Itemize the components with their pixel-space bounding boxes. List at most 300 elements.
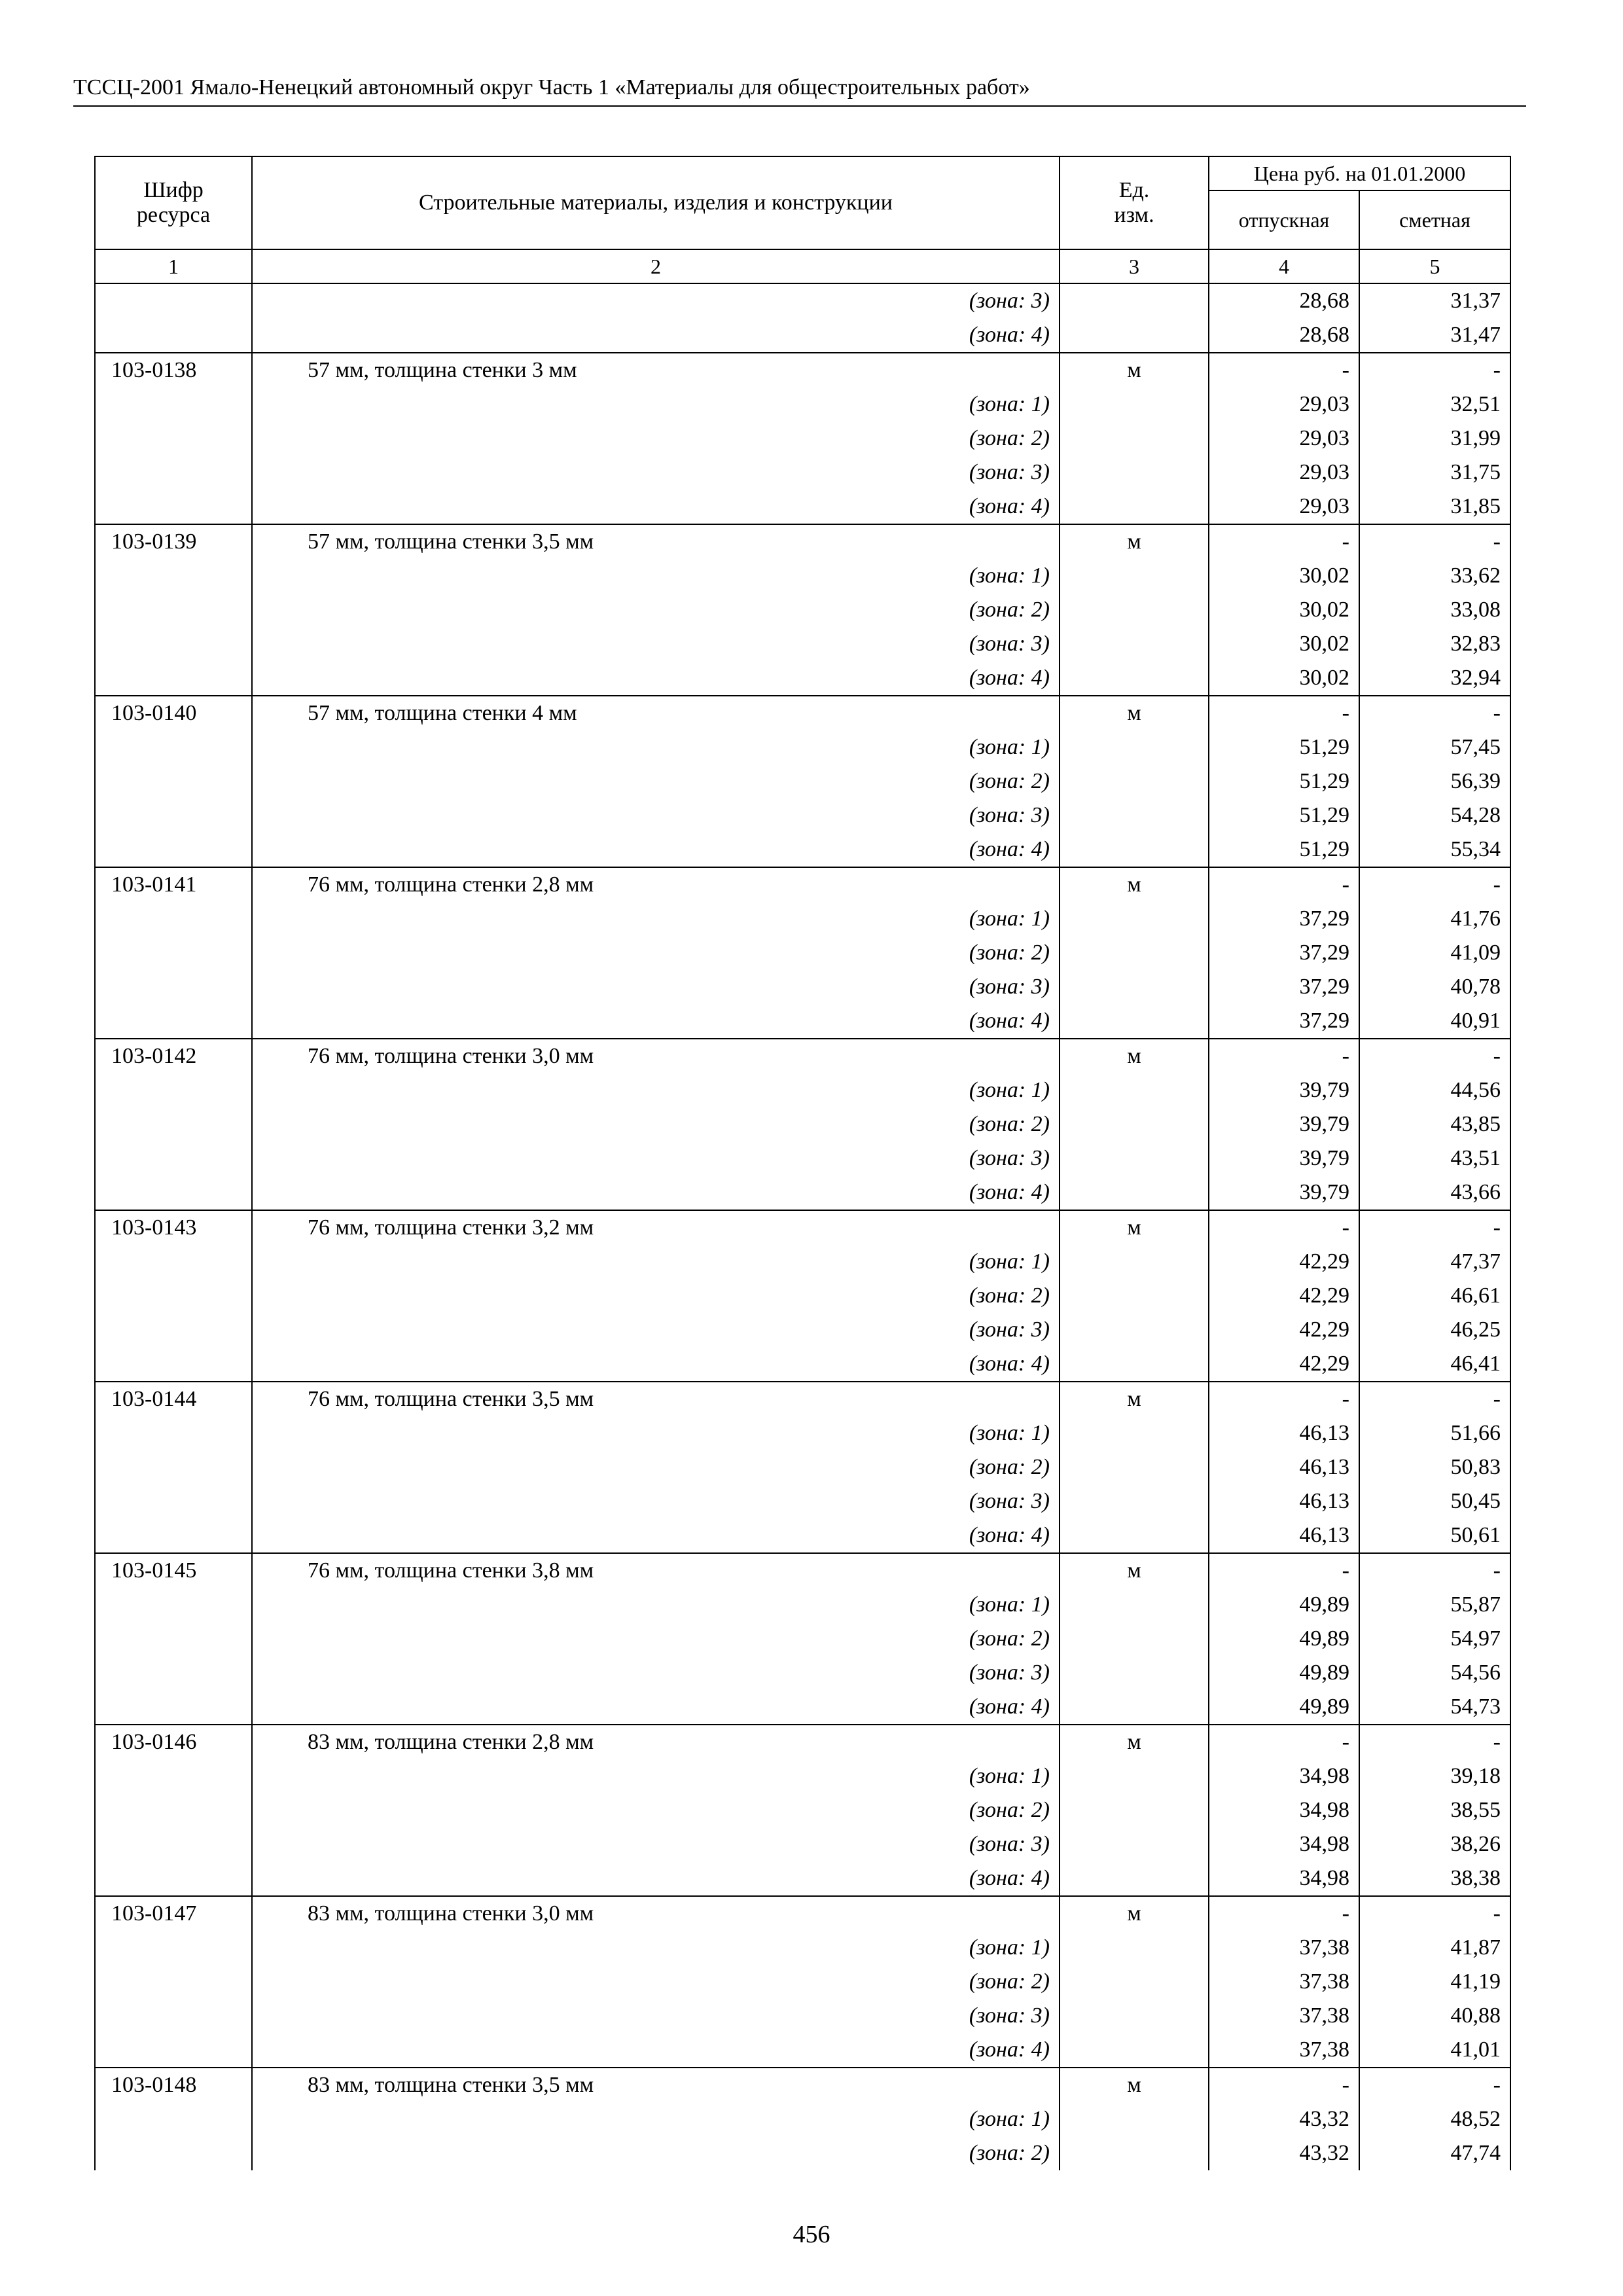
table-row [95,2102,1510,2136]
table-row [95,696,1510,730]
table-row [95,936,1510,970]
release-price-cell: 30,02 [1209,661,1359,696]
table-row [95,490,1510,524]
unit-cell [1060,798,1209,833]
unit-cell [1060,490,1209,524]
estimate-price-cell: 38,55 [1359,1793,1510,1827]
resource-code-cell [95,387,252,422]
release-price-cell: 39,79 [1209,1141,1359,1175]
unit-cell: м [1060,353,1209,387]
release-price-cell: 30,02 [1209,627,1359,661]
material-name-cell: 83 мм, толщина стенки 3,0 мм [252,1896,1060,1931]
zone-cell: (зона: 4) [252,833,1060,867]
estimate-price-cell: 40,91 [1359,1004,1510,1039]
release-price-cell: 49,89 [1209,1622,1359,1656]
release-price-cell: - [1209,1725,1359,1759]
unit-cell [1060,1690,1209,1725]
zone-cell: (зона: 1) [252,1759,1060,1793]
resource-code-cell [95,1861,252,1896]
resource-code-cell [95,1622,252,1656]
estimate-price-cell: 50,83 [1359,1450,1510,1484]
unit-cell [1060,1793,1209,1827]
resource-code-cell [95,1141,252,1175]
unit-cell: м [1060,867,1209,902]
table-row [95,730,1510,764]
estimate-price-cell: 55,34 [1359,833,1510,867]
estimate-price-cell: 40,88 [1359,1999,1510,2033]
zone-cell: (зона: 1) [252,559,1060,593]
zone-cell: (зона: 4) [252,490,1060,524]
release-price-cell: - [1209,1039,1359,1073]
resource-code-cell [95,1588,252,1622]
release-price-cell: 51,29 [1209,730,1359,764]
zone-cell: (зона: 1) [252,1931,1060,1965]
estimate-price-cell: 39,18 [1359,1759,1510,1793]
estimate-price-cell: 31,99 [1359,422,1510,456]
resource-code-cell [95,764,252,798]
resource-code-cell [95,902,252,936]
unit-cell: м [1060,1039,1209,1073]
zone-cell: (зона: 1) [252,1073,1060,1107]
release-price-cell: - [1209,353,1359,387]
unit-cell [1060,387,1209,422]
resource-code-cell [95,1965,252,1999]
estimate-price-cell: 31,85 [1359,490,1510,524]
material-name-cell: 83 мм, толщина стенки 3,5 мм [252,2068,1060,2102]
unit-cell [1060,1827,1209,1861]
unit-cell: м [1060,524,1209,559]
resource-code-cell [95,2136,252,2170]
table-row [95,593,1510,627]
table-header [95,156,1510,283]
unit-cell [1060,283,1209,318]
unit-cell: м [1060,1553,1209,1588]
table-row [95,2136,1510,2170]
release-price-cell: 39,79 [1209,1107,1359,1141]
zone-cell: (зона: 1) [252,1588,1060,1622]
zone-cell: (зона: 2) [252,1622,1060,1656]
estimate-price-cell: 54,28 [1359,798,1510,833]
zone-cell: (зона: 3) [252,1141,1060,1175]
table-row [95,1861,1510,1896]
unit-cell [1060,559,1209,593]
resource-code-cell [95,661,252,696]
table-row [95,1725,1510,1759]
unit-cell [1060,2136,1209,2170]
table-row [95,1279,1510,1313]
estimate-price-cell: 32,51 [1359,387,1510,422]
zone-cell: (зона: 3) [252,1656,1060,1690]
unit-cell [1060,1416,1209,1450]
table-row [95,422,1510,456]
resource-code-cell [95,730,252,764]
table-row [95,1759,1510,1793]
release-price-cell: 29,03 [1209,387,1359,422]
unit-cell [1060,2033,1209,2068]
release-price-cell: 49,89 [1209,1656,1359,1690]
unit-cell [1060,970,1209,1004]
table-row [95,1965,1510,1999]
header-name: Строительные материалы, изделия и конструкции [252,156,1060,249]
header-price: Цена руб. на 01.01.2000 [1209,156,1510,190]
estimate-price-cell: 41,01 [1359,2033,1510,2068]
zone-cell: (зона: 3) [252,970,1060,1004]
column-number: 3 [1060,249,1209,283]
release-price-cell: 29,03 [1209,422,1359,456]
table-row [95,283,1510,318]
unit-cell [1060,833,1209,867]
resource-code-cell [95,833,252,867]
resource-code-cell: 103-0139 [95,524,252,559]
release-price-cell: 37,38 [1209,2033,1359,2068]
table-row [95,387,1510,422]
table-row [95,456,1510,490]
zone-cell: (зона: 1) [252,1416,1060,1450]
unit-cell [1060,1999,1209,2033]
header-release-price: отпускная [1209,190,1359,249]
table-row [95,1450,1510,1484]
estimate-price-cell: 31,75 [1359,456,1510,490]
table-row [95,1690,1510,1725]
unit-cell [1060,764,1209,798]
estimate-price-cell: 41,87 [1359,1931,1510,1965]
estimate-price-cell: 41,09 [1359,936,1510,970]
unit-cell: м [1060,1896,1209,1931]
table-row [95,1210,1510,1245]
resource-code-cell [95,490,252,524]
zone-cell: (зона: 4) [252,1690,1060,1725]
release-price-cell: 37,29 [1209,902,1359,936]
release-price-cell: - [1209,867,1359,902]
release-price-cell: 42,29 [1209,1313,1359,1347]
release-price-cell: 30,02 [1209,593,1359,627]
unit-cell [1060,1622,1209,1656]
release-price-cell: 34,98 [1209,1827,1359,1861]
resource-code-cell [95,936,252,970]
table-row [95,1518,1510,1553]
release-price-cell: - [1209,1553,1359,1588]
table-row [95,1622,1510,1656]
table-row [95,1382,1510,1416]
release-price-cell: 42,29 [1209,1347,1359,1382]
table-row [95,1175,1510,1210]
resource-code-cell: 103-0138 [95,353,252,387]
zone-cell: (зона: 4) [252,1347,1060,1382]
column-number: 5 [1359,249,1510,283]
table-row [95,353,1510,387]
resource-code-cell [95,1073,252,1107]
resource-code-cell [95,1827,252,1861]
unit-cell [1060,1861,1209,1896]
release-price-cell: 37,29 [1209,970,1359,1004]
release-price-cell: 42,29 [1209,1245,1359,1279]
resource-code-cell [95,422,252,456]
material-name-cell: 76 мм, толщина стенки 3,0 мм [252,1039,1060,1073]
resource-code-cell [95,1999,252,2033]
zone-cell: (зона: 3) [252,283,1060,318]
table-row [95,798,1510,833]
resource-code-cell [95,1690,252,1725]
estimate-price-cell: 46,25 [1359,1313,1510,1347]
unit-cell [1060,1347,1209,1382]
estimate-price-cell: 40,78 [1359,970,1510,1004]
unit-cell [1060,661,1209,696]
resource-code-cell [95,456,252,490]
unit-cell [1060,1175,1209,1210]
resource-code-cell [95,2033,252,2068]
unit-cell [1060,1931,1209,1965]
table-row [95,627,1510,661]
resource-code-cell [95,1931,252,1965]
unit-cell [1060,1245,1209,1279]
zone-cell: (зона: 2) [252,1793,1060,1827]
unit-cell [1060,1759,1209,1793]
estimate-price-cell: 55,87 [1359,1588,1510,1622]
zone-cell: (зона: 4) [252,2033,1060,2068]
resource-code-cell [95,1416,252,1450]
resource-code-cell [95,2102,252,2136]
zone-cell: (зона: 2) [252,1279,1060,1313]
unit-cell [1060,1518,1209,1553]
estimate-price-cell: 51,66 [1359,1416,1510,1450]
unit-cell: м [1060,696,1209,730]
estimate-price-cell: - [1359,524,1510,559]
estimate-price-cell: 57,45 [1359,730,1510,764]
zone-cell: (зона: 4) [252,661,1060,696]
table-row [95,1347,1510,1382]
unit-cell [1060,456,1209,490]
estimate-price-cell: 43,66 [1359,1175,1510,1210]
estimate-price-cell: 48,52 [1359,2102,1510,2136]
column-number: 4 [1209,249,1359,283]
estimate-price-cell: 31,37 [1359,283,1510,318]
release-price-cell: 30,02 [1209,559,1359,593]
unit-cell: м [1060,2068,1209,2102]
release-price-cell: - [1209,1210,1359,1245]
resource-code-cell [95,1004,252,1039]
estimate-price-cell: - [1359,1553,1510,1588]
zone-cell: (зона: 4) [252,1004,1060,1039]
page-header-title: ТССЦ-2001 Ямало-Ненецкий автономный округ Часть 1 «Материалы для общестроительных работ» [73,75,1030,99]
resource-code-cell [95,1656,252,1690]
zone-cell: (зона: 4) [252,318,1060,353]
table-row [95,318,1510,353]
resource-code-cell [95,1759,252,1793]
release-price-cell: 49,89 [1209,1588,1359,1622]
resource-code-cell: 103-0142 [95,1039,252,1073]
zone-cell: (зона: 3) [252,1999,1060,2033]
release-price-cell: 46,13 [1209,1450,1359,1484]
unit-cell [1060,1588,1209,1622]
resource-code-cell [95,1450,252,1484]
unit-cell [1060,1141,1209,1175]
material-name-cell: 57 мм, толщина стенки 3 мм [252,353,1060,387]
zone-cell: (зона: 3) [252,1827,1060,1861]
release-price-cell: 43,32 [1209,2136,1359,2170]
zone-cell: (зона: 1) [252,902,1060,936]
table-row [95,1588,1510,1622]
table-row [95,867,1510,902]
zone-cell: (зона: 4) [252,1518,1060,1553]
table-row [95,1656,1510,1690]
resource-code-cell: 103-0141 [95,867,252,902]
zone-cell: (зона: 2) [252,1107,1060,1141]
table-row [95,1245,1510,1279]
zone-cell: (зона: 2) [252,2136,1060,2170]
table-row [95,1827,1510,1861]
table-row [95,1073,1510,1107]
unit-cell [1060,627,1209,661]
unit-cell [1060,1073,1209,1107]
zone-cell: (зона: 2) [252,422,1060,456]
estimate-price-cell: 46,41 [1359,1347,1510,1382]
zone-cell: (зона: 3) [252,456,1060,490]
table-row [95,524,1510,559]
release-price-cell: - [1209,1382,1359,1416]
estimate-price-cell: 47,37 [1359,1245,1510,1279]
zone-cell: (зона: 3) [252,1484,1060,1518]
unit-cell [1060,902,1209,936]
estimate-price-cell: - [1359,2068,1510,2102]
estimate-price-cell: 32,83 [1359,627,1510,661]
release-price-cell: - [1209,1896,1359,1931]
estimate-price-cell: 54,73 [1359,1690,1510,1725]
material-name-cell: 57 мм, толщина стенки 3,5 мм [252,524,1060,559]
unit-cell [1060,422,1209,456]
unit-cell [1060,1004,1209,1039]
column-number: 2 [252,249,1060,283]
zone-cell: (зона: 2) [252,764,1060,798]
resource-code-cell [95,593,252,627]
release-price-cell: 46,13 [1209,1518,1359,1553]
release-price-cell: 28,68 [1209,318,1359,353]
resource-code-cell [95,1484,252,1518]
estimate-price-cell: 31,47 [1359,318,1510,353]
zone-cell: (зона: 2) [252,1450,1060,1484]
release-price-cell: 43,32 [1209,2102,1359,2136]
table-row [95,2068,1510,2102]
column-number: 1 [95,249,252,283]
zone-cell: (зона: 3) [252,1313,1060,1347]
header-rule [73,105,1526,107]
zone-cell: (зона: 1) [252,2102,1060,2136]
resource-code-cell [95,559,252,593]
table-row [95,1896,1510,1931]
zone-cell: (зона: 3) [252,627,1060,661]
estimate-price-cell: 56,39 [1359,764,1510,798]
release-price-cell: 51,29 [1209,798,1359,833]
release-price-cell: - [1209,2068,1359,2102]
resource-code-cell: 103-0140 [95,696,252,730]
table-body [95,283,1510,2170]
release-price-cell: 34,98 [1209,1861,1359,1896]
estimate-price-cell: - [1359,1896,1510,1931]
material-name-cell: 76 мм, толщина стенки 3,2 мм [252,1210,1060,1245]
material-name-cell: 76 мм, толщина стенки 3,8 мм [252,1553,1060,1588]
material-name-cell: 76 мм, толщина стенки 3,5 мм [252,1382,1060,1416]
resource-code-cell: 103-0145 [95,1553,252,1588]
estimate-price-cell: 54,97 [1359,1622,1510,1656]
resource-code-cell [95,1175,252,1210]
resource-code-cell [95,627,252,661]
resource-code-cell: 103-0146 [95,1725,252,1759]
table-row [95,902,1510,936]
estimate-price-cell: 43,51 [1359,1141,1510,1175]
release-price-cell: 51,29 [1209,764,1359,798]
zone-cell: (зона: 4) [252,1175,1060,1210]
table-row [95,1141,1510,1175]
table-row [95,833,1510,867]
price-table [94,156,1511,2170]
resource-code-cell: 103-0144 [95,1382,252,1416]
unit-cell [1060,2102,1209,2136]
unit-cell [1060,1484,1209,1518]
header-estimate-price: сметная [1359,190,1510,249]
estimate-price-cell: 38,38 [1359,1861,1510,1896]
release-price-cell: 37,29 [1209,936,1359,970]
release-price-cell: 39,79 [1209,1175,1359,1210]
release-price-cell: 28,68 [1209,283,1359,318]
resource-code-cell [95,1518,252,1553]
estimate-price-cell: 33,08 [1359,593,1510,627]
table-row [95,1553,1510,1588]
unit-cell [1060,1965,1209,1999]
estimate-price-cell: 41,19 [1359,1965,1510,1999]
zone-cell: (зона: 1) [252,387,1060,422]
column-numbers-row [95,249,1510,283]
header-code: Шифр ресурса [95,156,252,249]
release-price-cell: - [1209,524,1359,559]
unit-cell [1060,1656,1209,1690]
estimate-price-cell: 43,85 [1359,1107,1510,1141]
resource-code-cell: 103-0148 [95,2068,252,2102]
resource-code-cell [95,1793,252,1827]
resource-code-cell [95,970,252,1004]
header-unit: Ед. изм. [1060,156,1209,249]
page-number: 456 [793,2221,830,2248]
material-name-cell: 57 мм, толщина стенки 4 мм [252,696,1060,730]
table-row [95,1793,1510,1827]
release-price-cell: 37,29 [1209,1004,1359,1039]
resource-code-cell [95,798,252,833]
unit-cell [1060,318,1209,353]
resource-code-cell [95,1245,252,1279]
zone-cell: (зона: 2) [252,593,1060,627]
estimate-price-cell: 54,56 [1359,1656,1510,1690]
table-row [95,970,1510,1004]
material-name-cell: 83 мм, толщина стенки 2,8 мм [252,1725,1060,1759]
resource-code-cell [95,318,252,353]
estimate-price-cell: 33,62 [1359,559,1510,593]
estimate-price-cell: - [1359,1039,1510,1073]
estimate-price-cell: - [1359,696,1510,730]
resource-code-cell [95,1279,252,1313]
table-row [95,1039,1510,1073]
table-row [95,661,1510,696]
release-price-cell: 29,03 [1209,456,1359,490]
unit-cell: м [1060,1210,1209,1245]
release-price-cell: 46,13 [1209,1484,1359,1518]
estimate-price-cell: 44,56 [1359,1073,1510,1107]
estimate-price-cell: - [1359,1210,1510,1245]
resource-code-cell [95,1347,252,1382]
resource-code-cell [95,1107,252,1141]
table-row [95,1999,1510,2033]
estimate-price-cell: 46,61 [1359,1279,1510,1313]
unit-cell [1060,593,1209,627]
zone-cell: (зона: 4) [252,1861,1060,1896]
resource-code-cell [95,1313,252,1347]
